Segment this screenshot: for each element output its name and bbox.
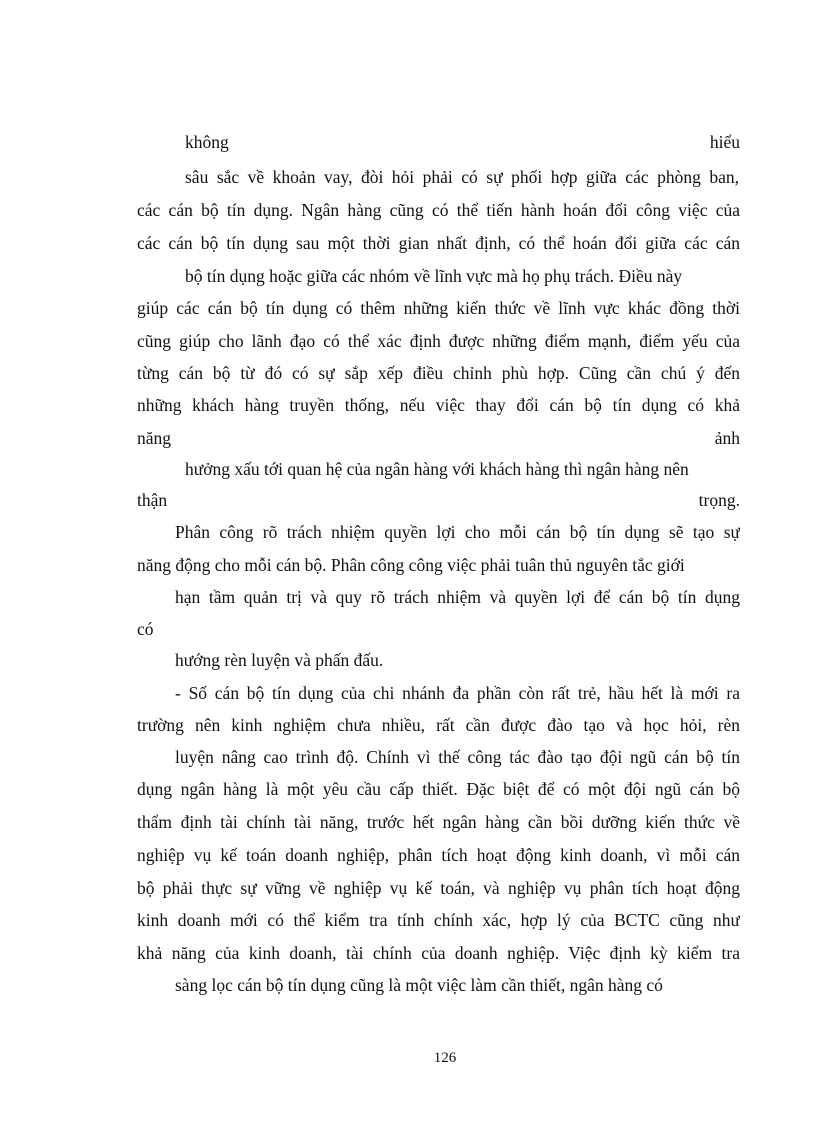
text-line-10-right: ảnh [714, 428, 740, 448]
text-line-13: Phân công rõ trách nhiệm quyền lợi cho mỗi cán bộ tín dụng sẽ tạo sự [175, 522, 740, 542]
text-line-17: hướng rèn luyện và phấn đấu. [175, 650, 384, 670]
text-line-11: hưởng xấu tới quan hệ của ngân hàng với khách hàng thì ngân hàng nên [185, 459, 689, 479]
text-line-7: cũng giúp cho lãnh đạo có thể xác định được những điểm mạnh, điểm yếu của [137, 331, 740, 351]
text-line-15: hạn tầm quản trị và quy rõ trách nhiệm và quyền lợi để cán bộ tín dụng [175, 587, 740, 607]
text-line-20: luyện nâng cao trình độ. Chính vì thế công tác đào tạo đội ngũ cán bộ tín [175, 747, 740, 767]
text-line-25: kinh doanh mới có thể kiểm tra tính chính xác, hợp lý của BCTC cũng như [137, 910, 740, 930]
text-line-1-left: không [185, 132, 229, 152]
text-line-22: thẩm định tài chính tài năng, trước hết ngân hàng cần bồi dưỡng kiến thức về [137, 812, 740, 832]
text-line-16: có [137, 619, 154, 639]
text-line-6: giúp các cán bộ tín dụng có thêm những kiến thức về lĩnh vực khác đồng thời [137, 298, 740, 318]
text-line-24: bộ phải thực sự vững về nghiệp vụ kế toán, và nghiệp vụ phân tích hoạt động [137, 878, 740, 898]
text-line-8: từng cán bộ từ đó có sự sắp xếp điều chỉnh phù hợp. Cũng cần chú ý đến [137, 363, 740, 383]
text-line-3: các cán bộ tín dụng. Ngân hàng cũng có thể tiến hành hoán đổi công việc của [137, 200, 740, 220]
text-line-10-left: năng [137, 428, 172, 448]
text-line-19: trường nên kinh nghiệm chưa nhiều, rất cần được đào tạo và học hỏi, rèn [137, 715, 740, 735]
text-line-26: khả năng của kinh doanh, tài chính của doanh nghiệp. Việc định kỳ kiểm tra [137, 943, 740, 963]
text-line-5: bộ tín dụng hoặc giữa các nhóm về lĩnh vực mà họ phụ trách. Điều này [185, 266, 683, 286]
text-line-4: các cán bộ tín dụng sau một thời gian nhất định, có thể hoán đổi giữa các cán [137, 233, 740, 253]
text-line-21: dụng ngân hàng là một yêu cầu cấp thiết. Đặc biệt để có một đội ngũ cán bộ [137, 779, 740, 799]
text-line-2: sâu sắc về khoản vay, đòi hỏi phải có sự phối hợp giữa các phòng ban, [185, 167, 739, 187]
page-number: 126 [433, 1050, 457, 1066]
text-line-27: sàng lọc cán bộ tín dụng cũng là một việc làm cần thiết, ngân hàng có [175, 975, 663, 995]
text-line-1-right: hiểu [709, 132, 740, 152]
text-line-12-left: thận [137, 490, 168, 510]
text-line-12 [137, 490, 740, 510]
text-line-12-right: trọng. [698, 490, 740, 510]
text-line-10 [137, 428, 740, 448]
text-line-14: năng động cho mỗi cán bộ. Phân công công việc phải tuân thủ nguyên tắc giới [137, 555, 685, 575]
text-line-23: nghiệp vụ kế toán doanh nghiệp, phân tích hoạt động kinh doanh, vì mỗi cán [137, 845, 740, 865]
text-line-1 [185, 132, 740, 152]
text-line-18: - Số cán bộ tín dụng của chi nhánh đa phần còn rất trẻ, hầu hết là mới ra [175, 683, 740, 703]
text-line-9: những khách hàng truyền thống, nếu việc thay đổi cán bộ tín dụng có khả [137, 395, 740, 415]
